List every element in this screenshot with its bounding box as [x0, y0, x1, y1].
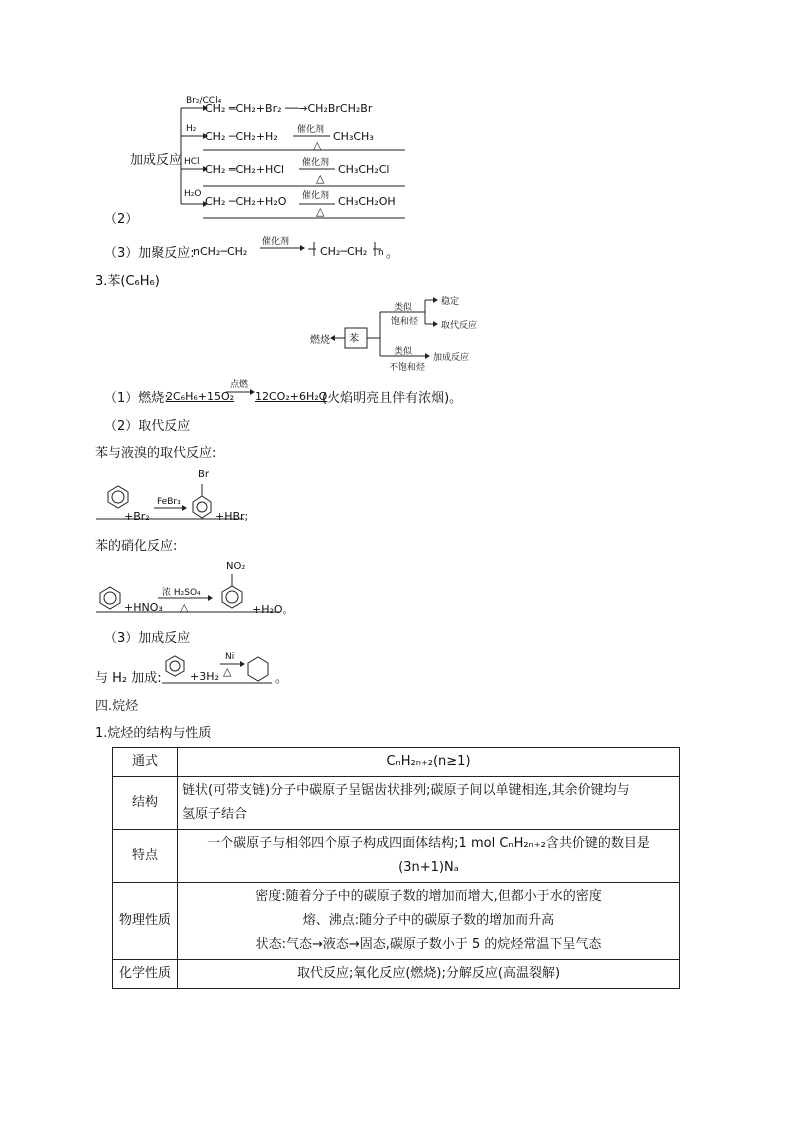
hydrogenation-heat: △	[223, 665, 232, 678]
combustion-note: (火焰明亮且伴有浓烟)。	[322, 391, 463, 406]
row-head: 物理性质	[113, 883, 178, 960]
febr3-catalyst: FeBr₃	[157, 497, 181, 507]
table-row	[113, 883, 680, 960]
combustion-condition: 点燃	[230, 380, 249, 390]
table-row	[113, 960, 680, 989]
row-head: 结构	[113, 777, 178, 830]
row-head: 通式	[113, 748, 178, 777]
combustion-label: （1）燃烧:	[104, 391, 169, 406]
row-head: 特点	[113, 830, 178, 883]
benzene-center: 苯	[349, 334, 359, 345]
br2-equation: CH₂ ═CH₂+Br₂ ──→CH₂BrCH₂Br	[205, 102, 373, 115]
alkane-table	[112, 747, 680, 989]
table-row	[113, 777, 680, 830]
item-2-label: （2）	[104, 212, 139, 227]
nitration-title: 苯的硝化反应:	[95, 539, 178, 554]
alkane-section: 四.烷烃	[95, 699, 139, 714]
h2-equation-left: CH₂ ─CH₂+H₂	[205, 130, 278, 143]
table-row	[113, 830, 680, 883]
unsaturated-bottom: 不饱和烃	[389, 363, 426, 373]
nitric-acid-reagent: +HNO₃	[124, 601, 163, 614]
row-head: 化学性质	[113, 960, 178, 989]
alkane-subtitle: 1.烷烃的结构与性质	[95, 726, 212, 741]
hcl-equation-left: CH₂ ═CH₂+HCl	[205, 163, 285, 176]
row-value	[178, 883, 680, 960]
h2-product: CH₃CH₃	[333, 130, 374, 143]
h2-heat: △	[313, 139, 322, 152]
unsaturated-top: 类似	[394, 347, 413, 357]
polymer-end: 。	[386, 246, 400, 261]
nitro-substituent: NO₂	[226, 561, 246, 572]
row-value	[178, 777, 680, 830]
row-value: CₙH₂ₙ₊₂(n≥1)	[178, 748, 680, 777]
polymer-n: n	[378, 248, 384, 258]
row-line: 链状(可带支链)分子中碳原子呈锯齿状排列;碳原子间以单键相连,其余价键均与	[182, 783, 630, 798]
row-value: 取代反应;氧化反应(燃烧);分解反应(高温裂解)	[178, 960, 680, 989]
polymer-left: nCH₂─CH₂	[193, 245, 248, 258]
h2o-catalyst: 催化剂	[302, 191, 330, 201]
h2o-reagent: H₂O	[184, 189, 202, 199]
saturated-bottom: 饱和烃	[391, 317, 419, 327]
stable-node: 稳定	[441, 297, 460, 307]
combustion-arrow	[226, 388, 256, 398]
addition-group-label: 加成反应	[130, 153, 183, 168]
h2o-product: CH₃CH₂OH	[338, 195, 396, 208]
polymer-product: CH₂─CH₂	[320, 245, 368, 258]
row-line: 氢原子结合	[182, 807, 248, 822]
nitration-product: +H₂O。	[252, 603, 294, 616]
benzene-addition-label: （3）加成反应	[104, 631, 191, 646]
substitution-node: 取代反应	[441, 321, 478, 331]
nitration-heat: △	[180, 601, 189, 614]
h2-reagent: H₂	[186, 124, 197, 134]
bromine-reagent: +Br₂	[124, 510, 150, 523]
h2o-equation-left: CH₂ ─CH₂+H₂O	[205, 195, 287, 208]
hcl-product: CH₃CH₂Cl	[338, 163, 390, 176]
bromination-product: +HBr;	[215, 510, 249, 523]
h2o-heat: △	[316, 205, 325, 218]
hcl-heat: △	[316, 172, 325, 185]
hcl-reagent: HCl	[184, 157, 200, 167]
benzene-heading: 3.苯(C₆H₆)	[95, 274, 160, 289]
br2-reagent: Br₂/CCl₄	[186, 96, 222, 106]
combustion-right: 12CO₂+6H₂O	[255, 390, 328, 403]
combustion-node: 燃烧	[310, 335, 330, 346]
h2-addition-end: 。	[275, 671, 289, 686]
sulfuric-acid-catalyst: 浓 H₂SO₄	[162, 588, 201, 598]
bromine-substituent: Br	[198, 469, 209, 480]
polymer-label: （3）加聚反应:	[104, 246, 195, 261]
table-row	[113, 748, 680, 777]
substitution-label: （2）取代反应	[104, 419, 191, 434]
hydrogenation-scheme	[160, 650, 280, 690]
h2-catalyst: 催化剂	[297, 125, 325, 135]
hcl-catalyst: 催化剂	[302, 158, 330, 168]
row-value	[178, 830, 680, 883]
hydrogen-reagent: +3H₂	[190, 670, 219, 683]
saturated-top: 类似	[394, 303, 413, 313]
addition-node: 加成反应	[433, 353, 470, 363]
row-line: 熔、沸点:随分子中的碳原子数的增加而升高	[302, 913, 555, 928]
nickel-catalyst: Ni	[225, 652, 235, 662]
row-line: 密度:随着分子中的碳原子数的增加而增大,但都小于水的密度	[255, 889, 602, 904]
row-line: 状态:气态→液态→固态,碳原子数小于 5 的烷烃常温下呈气态	[255, 937, 602, 952]
bromination-title: 苯与液溴的取代反应:	[95, 446, 217, 461]
row-line: 一个碳原子与相邻四个原子构成四面体结构;1 mol CₙH₂ₙ₊₂含共价键的数目是	[207, 836, 650, 851]
h2-addition-title: 与 H₂ 加成:	[95, 671, 162, 686]
combustion-left: 2C₆H₆+15O₂	[166, 390, 235, 403]
row-line: (3n+1)Nₐ	[398, 860, 459, 875]
polymer-catalyst: 催化剂	[262, 237, 290, 247]
